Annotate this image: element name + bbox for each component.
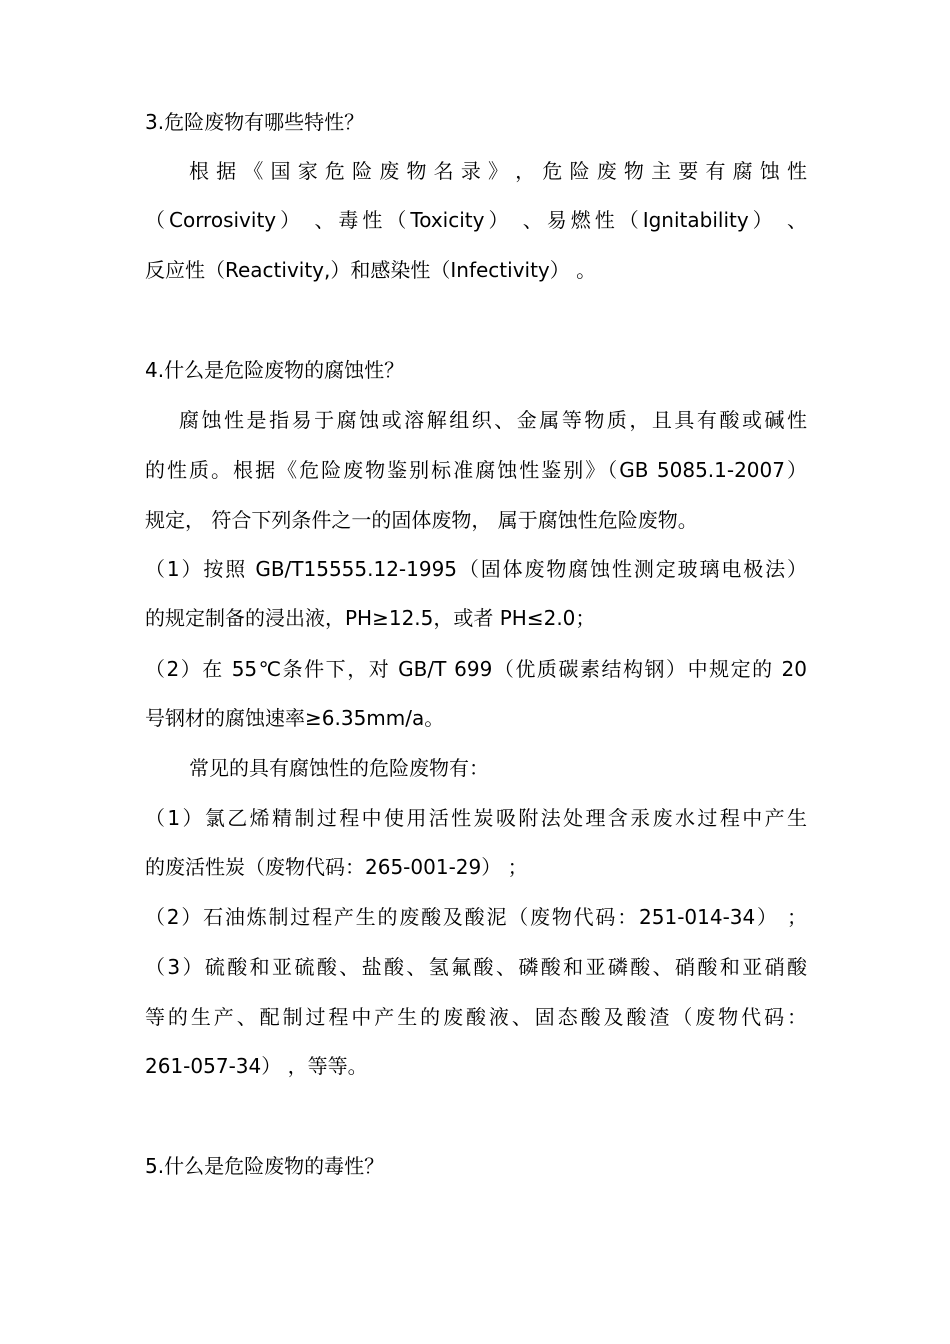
section-heading: 4.什么是危险废物的腐蚀性？ bbox=[145, 358, 405, 382]
paragraph-line: 等的生产、配制过程中产生的废酸液、固态酸及酸渣（废物代码： bbox=[145, 1005, 807, 1029]
paragraph-line: 反应性（Reactivity,）和感染性（Infectivity） 。 bbox=[145, 258, 597, 282]
paragraph-line: 的废活性炭（废物代码：265-001-29） ； bbox=[145, 855, 528, 879]
paragraph-line: 的规定制备的浸出液，PH≥12.5，或者 PH≤2.0； bbox=[145, 606, 596, 630]
paragraph-line: （3）硫酸和亚硫酸、盐酸、氢氟酸、磷酸和亚磷酸、硝酸和亚硝酸 bbox=[145, 955, 807, 979]
paragraph-line: （1）氯乙烯精制过程中使用活性炭吸附法处理含汞废水过程中产生 bbox=[145, 806, 807, 830]
paragraph-line: （2）石油炼制过程产生的废酸及酸泥（废物代码：251-014-34） ； bbox=[145, 905, 807, 929]
paragraph-line: （Corrosivity） 、毒性（Toxicity） 、易燃性（Ignitability） 、 bbox=[145, 208, 807, 232]
section-heading: 5.什么是危险废物的毒性？ bbox=[145, 1154, 385, 1178]
paragraph-line: 的性质。根据《危险废物鉴别标准腐蚀性鉴别》（GB 5085.1-2007） bbox=[145, 458, 807, 482]
paragraph-line: 规定， 符合下列条件之一的固体废物， 属于腐蚀性危险废物。 bbox=[145, 508, 698, 532]
paragraph-line: （1）按照 GB/T15555.12-1995（固体废物腐蚀性测定玻璃电极法） bbox=[145, 557, 807, 581]
paragraph-line: 根 据 《 国 家 危 险 废 物 名 录 》 ， 危 险 废 物 主 要 有 腐 蚀 性 bbox=[189, 159, 807, 183]
paragraph-line: 常见的具有腐蚀性的危险废物有： bbox=[189, 756, 489, 780]
paragraph-line: 261-057-34） ，等等。 bbox=[145, 1054, 368, 1078]
section-heading: 3.危险废物有哪些特性？ bbox=[145, 110, 365, 134]
paragraph-line: 腐蚀性是指易于腐蚀或溶解组织、金属等物质，且具有酸或碱性 bbox=[179, 408, 807, 432]
paragraph-line: 号钢材的腐蚀速率≥6.35mm/a。 bbox=[145, 706, 445, 730]
paragraph-line: （2）在 55℃条件下，对 GB/T 699（优质碳素结构钢）中规定的 20 bbox=[145, 657, 807, 681]
